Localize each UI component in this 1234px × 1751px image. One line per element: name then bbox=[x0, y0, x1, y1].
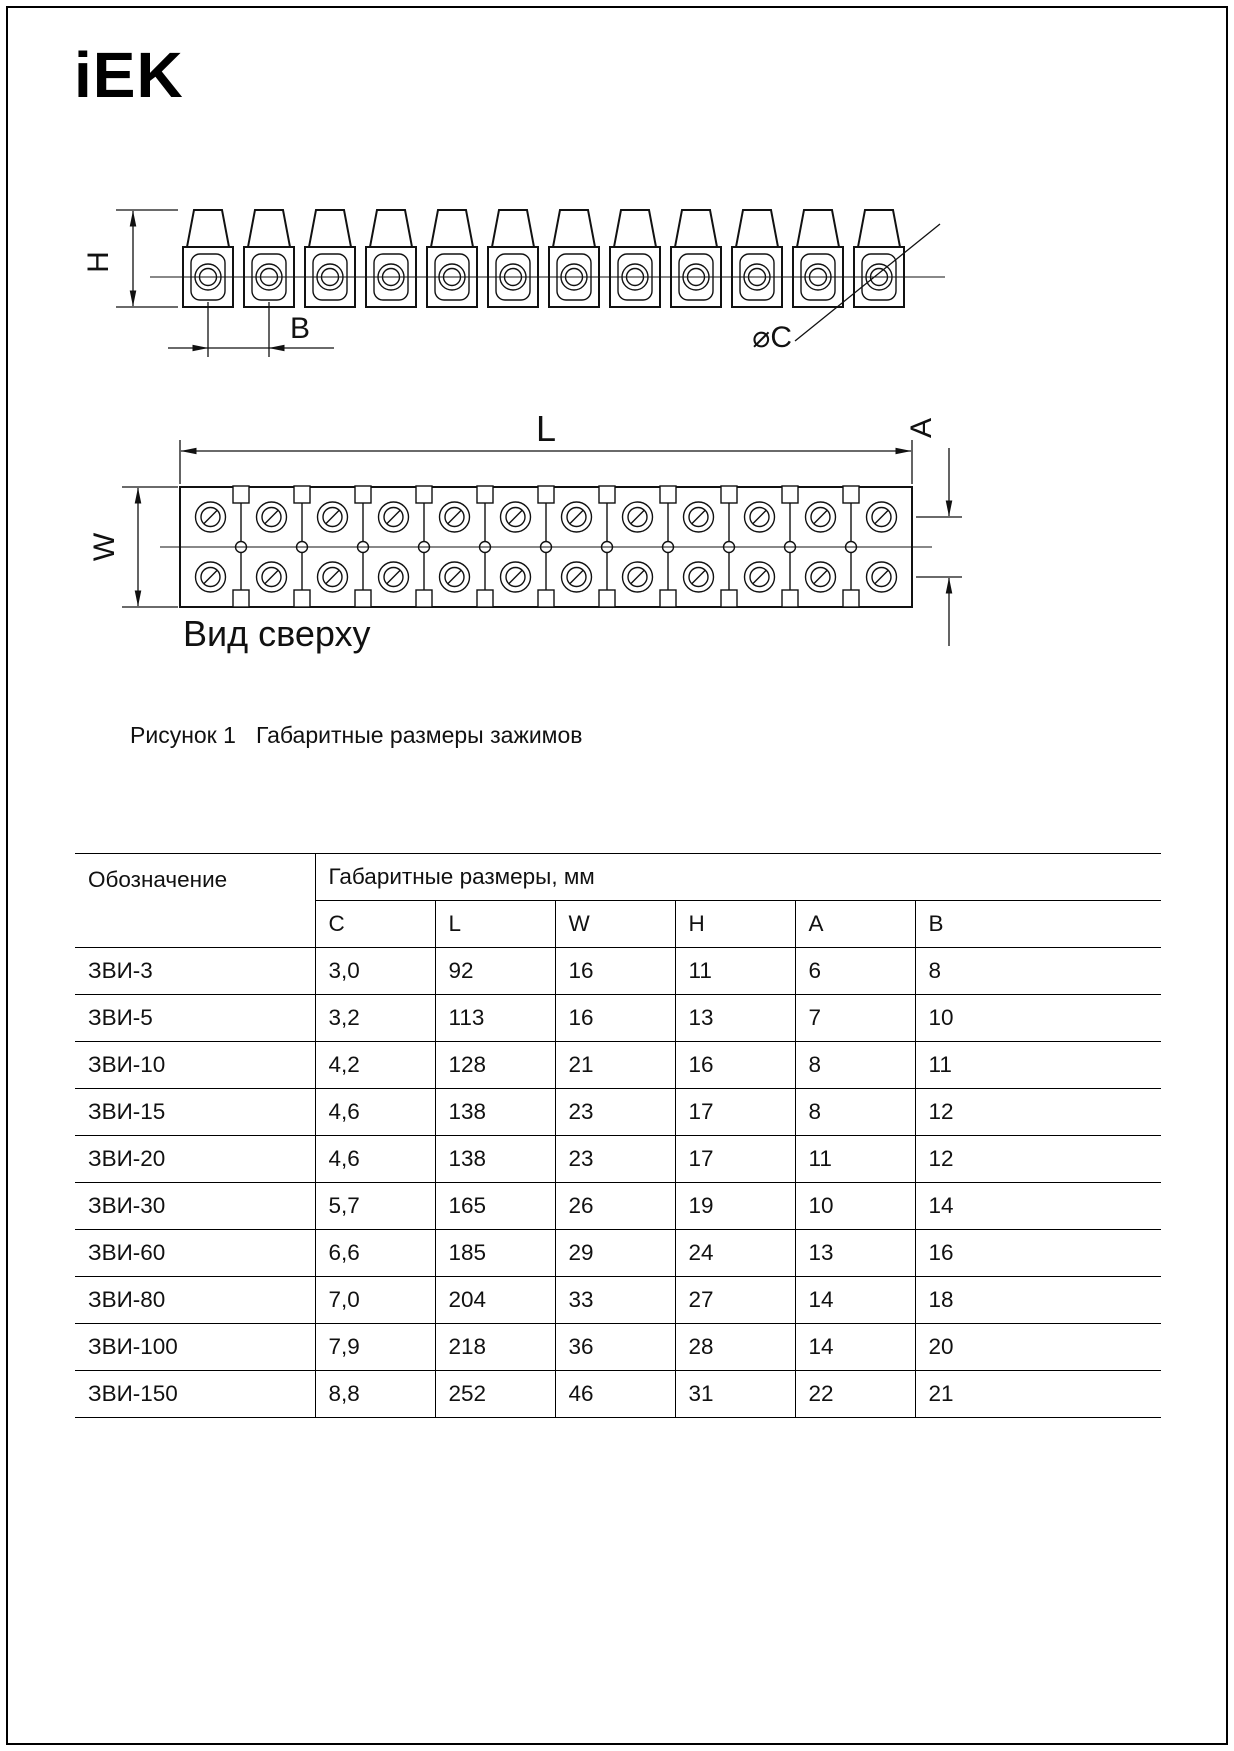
edge-notch-top bbox=[782, 486, 798, 503]
edge-notch-top bbox=[294, 486, 310, 503]
dimension-value: 3,2 bbox=[315, 995, 435, 1042]
dimension-value: 4,6 bbox=[315, 1136, 435, 1183]
edge-notch-top bbox=[599, 486, 615, 503]
table-row bbox=[75, 1042, 1161, 1089]
edge-notch-bottom bbox=[538, 590, 554, 607]
table-row bbox=[75, 1230, 1161, 1277]
dimension-value: 5,7 bbox=[315, 1183, 435, 1230]
row-designation: ЗВИ-60 bbox=[75, 1230, 315, 1277]
table-row bbox=[75, 1324, 1161, 1371]
figure-drawing bbox=[0, 0, 1234, 790]
top-view-label: Вид сверху bbox=[183, 613, 371, 654]
dimension-value: 23 bbox=[555, 1089, 675, 1136]
dimension-value: 10 bbox=[915, 995, 1161, 1042]
terminal-cap bbox=[614, 210, 656, 247]
row-designation: ЗВИ-30 bbox=[75, 1183, 315, 1230]
terminal-cap bbox=[736, 210, 778, 247]
dimension-value: 16 bbox=[915, 1230, 1161, 1277]
dimension-value: 12 bbox=[915, 1136, 1161, 1183]
row-designation: ЗВИ-100 bbox=[75, 1324, 315, 1371]
dimension-value: 13 bbox=[675, 995, 795, 1042]
col-header-c: C bbox=[315, 901, 435, 948]
dimension-value: 6,6 bbox=[315, 1230, 435, 1277]
terminal-cap bbox=[370, 210, 412, 247]
dimension-value: 10 bbox=[795, 1183, 915, 1230]
dim-label-c: ⌀C bbox=[752, 321, 792, 354]
dimension-value: 11 bbox=[795, 1136, 915, 1183]
row-designation: ЗВИ-80 bbox=[75, 1277, 315, 1324]
terminal-cap bbox=[858, 210, 900, 247]
dimension-value: 185 bbox=[435, 1230, 555, 1277]
dimension-value: 165 bbox=[435, 1183, 555, 1230]
edge-notch-bottom bbox=[416, 590, 432, 607]
col-group-header-dimensions: Габаритные размеры, мм bbox=[315, 854, 1161, 901]
row-designation: ЗВИ-150 bbox=[75, 1371, 315, 1418]
row-designation: ЗВИ-15 bbox=[75, 1089, 315, 1136]
col-header-a: A bbox=[795, 901, 915, 948]
edge-notch-top bbox=[660, 486, 676, 503]
terminal-cap bbox=[248, 210, 290, 247]
dimension-value: 3,0 bbox=[315, 948, 435, 995]
dimension-value: 16 bbox=[555, 948, 675, 995]
dimension-value: 46 bbox=[555, 1371, 675, 1418]
edge-notch-top bbox=[721, 486, 737, 503]
dimension-value: 7,0 bbox=[315, 1277, 435, 1324]
dimension-value: 20 bbox=[915, 1324, 1161, 1371]
dimension-value: 12 bbox=[915, 1089, 1161, 1136]
dimension-value: 138 bbox=[435, 1089, 555, 1136]
dimension-value: 33 bbox=[555, 1277, 675, 1324]
table-row bbox=[75, 948, 1161, 995]
row-designation: ЗВИ-5 bbox=[75, 995, 315, 1042]
dimension-value: 23 bbox=[555, 1136, 675, 1183]
table-header-row-1 bbox=[75, 854, 1161, 901]
edge-notch-top bbox=[233, 486, 249, 503]
dimension-value: 8 bbox=[795, 1042, 915, 1089]
dimension-value: 26 bbox=[555, 1183, 675, 1230]
edge-notch-top bbox=[416, 486, 432, 503]
dimension-value: 4,6 bbox=[315, 1089, 435, 1136]
col-header-designation: Обозначение bbox=[75, 854, 315, 948]
dimension-value: 218 bbox=[435, 1324, 555, 1371]
terminal-cap bbox=[492, 210, 534, 247]
edge-notch-bottom bbox=[660, 590, 676, 607]
figure-caption bbox=[130, 722, 583, 749]
dimension-value: 21 bbox=[915, 1371, 1161, 1418]
dim-label-h: H bbox=[82, 251, 115, 273]
terminal-cap bbox=[187, 210, 229, 247]
dimension-value: 28 bbox=[675, 1324, 795, 1371]
terminal-cap bbox=[797, 210, 839, 247]
dimension-value: 8 bbox=[795, 1089, 915, 1136]
dimension-value: 11 bbox=[915, 1042, 1161, 1089]
dimension-value: 204 bbox=[435, 1277, 555, 1324]
dim-label-b: B bbox=[290, 312, 311, 345]
dimensions-table bbox=[75, 853, 1161, 1418]
dimension-value: 24 bbox=[675, 1230, 795, 1277]
dimension-value: 252 bbox=[435, 1371, 555, 1418]
dimension-value: 16 bbox=[675, 1042, 795, 1089]
iek-logo: iEK bbox=[74, 39, 184, 111]
dimension-value: 16 bbox=[555, 995, 675, 1042]
dimension-value: 17 bbox=[675, 1136, 795, 1183]
edge-notch-bottom bbox=[843, 590, 859, 607]
figure-caption-text: Габаритные размеры зажимов bbox=[255, 722, 583, 748]
edge-notch-bottom bbox=[477, 590, 493, 607]
row-designation: ЗВИ-10 bbox=[75, 1042, 315, 1089]
dimension-value: 6 bbox=[795, 948, 915, 995]
dim-label-a: A bbox=[905, 417, 938, 439]
table-row bbox=[75, 1277, 1161, 1324]
dim-label-w: W bbox=[88, 532, 121, 562]
figure-caption-number: Рисунок 1 bbox=[130, 722, 236, 748]
terminal-cap bbox=[553, 210, 595, 247]
dimension-value: 14 bbox=[795, 1324, 915, 1371]
dimension-value: 29 bbox=[555, 1230, 675, 1277]
dimension-value: 31 bbox=[675, 1371, 795, 1418]
terminal-cap bbox=[309, 210, 351, 247]
table-row bbox=[75, 1089, 1161, 1136]
dimension-value: 8 bbox=[915, 948, 1161, 995]
edge-notch-top bbox=[477, 486, 493, 503]
dimension-value: 7 bbox=[795, 995, 915, 1042]
dimension-value: 21 bbox=[555, 1042, 675, 1089]
dimension-value: 17 bbox=[675, 1089, 795, 1136]
dimension-value: 138 bbox=[435, 1136, 555, 1183]
edge-notch-bottom bbox=[294, 590, 310, 607]
edge-notch-bottom bbox=[355, 590, 371, 607]
col-header-b: B bbox=[915, 901, 1161, 948]
dimension-value: 113 bbox=[435, 995, 555, 1042]
dimension-value: 7,9 bbox=[315, 1324, 435, 1371]
dimension-value: 13 bbox=[795, 1230, 915, 1277]
dimension-value: 128 bbox=[435, 1042, 555, 1089]
edge-notch-bottom bbox=[599, 590, 615, 607]
dimension-value: 8,8 bbox=[315, 1371, 435, 1418]
row-designation: ЗВИ-20 bbox=[75, 1136, 315, 1183]
edge-notch-bottom bbox=[233, 590, 249, 607]
edge-notch-top bbox=[843, 486, 859, 503]
dimension-value: 36 bbox=[555, 1324, 675, 1371]
dimension-value: 11 bbox=[675, 948, 795, 995]
col-header-w: W bbox=[555, 901, 675, 948]
col-header-h: H bbox=[675, 901, 795, 948]
dim-label-l: L bbox=[535, 408, 557, 449]
side-view bbox=[82, 210, 945, 357]
table-body bbox=[75, 948, 1161, 1418]
edge-notch-top bbox=[538, 486, 554, 503]
table-row bbox=[75, 1183, 1161, 1230]
table-row bbox=[75, 1136, 1161, 1183]
terminal-cap bbox=[675, 210, 717, 247]
dimension-value: 18 bbox=[915, 1277, 1161, 1324]
edge-notch-top bbox=[355, 486, 371, 503]
table-row bbox=[75, 1371, 1161, 1418]
dimension-value: 22 bbox=[795, 1371, 915, 1418]
dimension-value: 14 bbox=[915, 1183, 1161, 1230]
dimension-value: 92 bbox=[435, 948, 555, 995]
table-row bbox=[75, 995, 1161, 1042]
side-view-blocks bbox=[183, 210, 904, 307]
dimension-value: 14 bbox=[795, 1277, 915, 1324]
dimension-value: 19 bbox=[675, 1183, 795, 1230]
edge-notch-bottom bbox=[721, 590, 737, 607]
top-view bbox=[88, 408, 962, 654]
edge-notch-bottom bbox=[782, 590, 798, 607]
row-designation: ЗВИ-3 bbox=[75, 948, 315, 995]
col-header-l: L bbox=[435, 901, 555, 948]
terminal-cap bbox=[431, 210, 473, 247]
dimension-value: 4,2 bbox=[315, 1042, 435, 1089]
dimension-value: 27 bbox=[675, 1277, 795, 1324]
